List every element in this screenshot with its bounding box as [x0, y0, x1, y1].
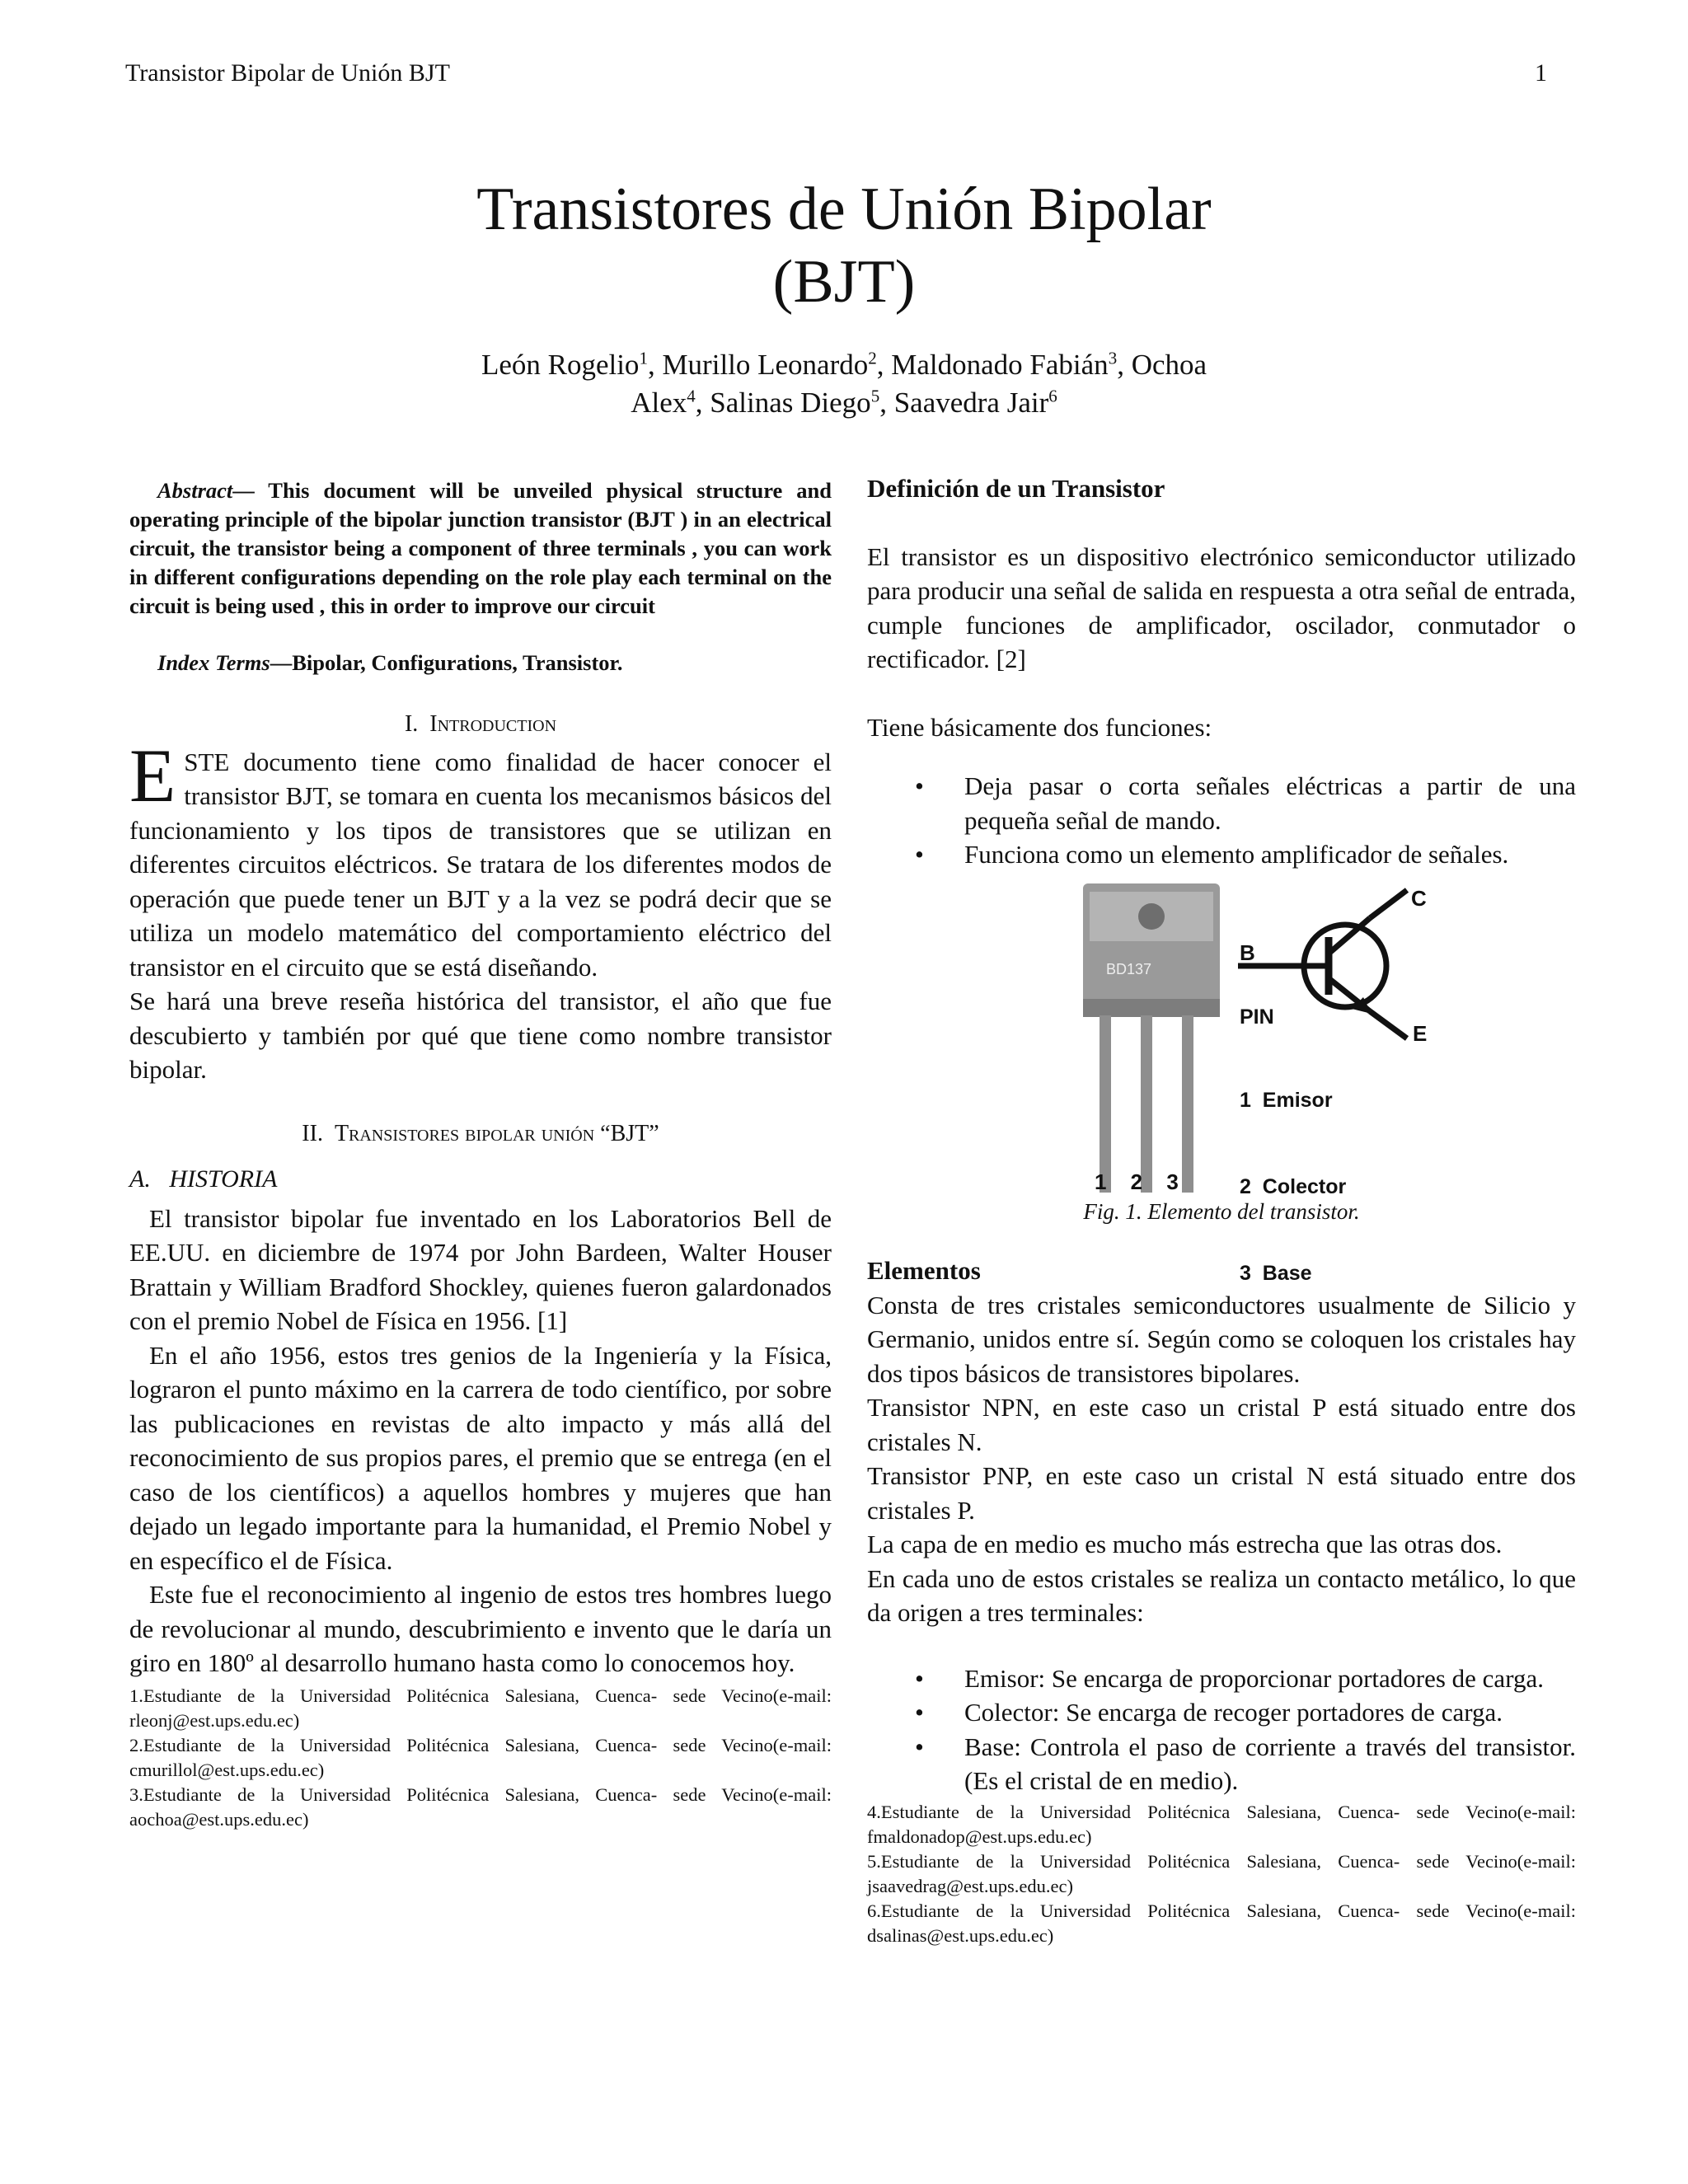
author-4-part1: , Ochoa	[1117, 349, 1207, 381]
definicion-heading: Definición de un Transistor	[867, 474, 1165, 503]
pin-row-2: 2 Colector	[1240, 1174, 1347, 1198]
package-base	[1083, 999, 1220, 1017]
pin-row-1: 1 Emisor	[1240, 1088, 1333, 1112]
index-terms	[129, 649, 832, 677]
terminales-list	[867, 1661, 1576, 1798]
author-1: León Rogelio	[481, 349, 640, 381]
pin-table	[1240, 1029, 1346, 1346]
footnote-5: 5.Estudiante de la Universidad Politécnica Salesiana, Cuenca- sede Vecino(e-mail: jsaavedrag@est.ups.edu.ec)	[867, 1850, 1576, 1896]
figure-caption: Fig. 1. Elemento del transistor.	[1083, 1198, 1360, 1224]
elementos-line-3: Transistor PNP, en este caso un cristal N está situado entre dos cristales P.	[867, 1461, 1576, 1525]
left-column	[129, 476, 832, 1832]
elementos-line-5: En cada uno de estos cristales se realiza un contacto metálico, lo que da origen a tres terminales:	[867, 1563, 1576, 1627]
footnotes-right	[867, 1800, 1576, 1948]
section-2-title-suffix: “BJT”	[594, 1120, 659, 1146]
funciones-list	[867, 769, 1576, 872]
intro-text-1: STE documento tiene como finalidad de hacer conocer el transistor BJT, se tomara en cuenta los mecanismos básicos del funcionamiento y los tipos de transistores que se utilizan en diferentes circuitos eléctricos. Se tratara de los diferentes modos de operación que puede tener un BJT y a la vez se podrá decir que se utiliza un modelo matemático del comportamiento eléctrico del transistor en el circuito que se está diseñando.	[129, 747, 832, 982]
package-hole	[1138, 903, 1165, 930]
collector-label: C	[1411, 885, 1427, 911]
historia-paragraph-1: El transistor bipolar fue inventado en los Laboratorios Bell de EE.UU. en diciembre de 1974 por John Bardeen, Walter Houser Brattain y William Bradford Shockley, quienes fueron galardonados con el premio Nobel de Física en 1956. [1]	[129, 1203, 832, 1335]
index-terms-label: Index Terms	[157, 650, 270, 675]
footnote-6: 6.Estudiante de la Universidad Politécnica Salesiana, Cuenca- sede Vecino(e-mail: dsalinas@est.ups.edu.ec)	[867, 1900, 1576, 1946]
author-2-mark: 2	[868, 348, 877, 368]
abstract-dash: —	[232, 478, 269, 503]
author-5: , Salinas Diego	[695, 387, 871, 419]
author-list	[0, 346, 1688, 422]
footnote-1: 1.Estudiante de la Universidad Politécnica Salesiana, Cuenca- sede Vecino(e-mail: rleonj@est.ups.edu.ec)	[129, 1685, 832, 1731]
section-1-number: I.	[404, 711, 419, 737]
abstract-label: Abstract	[157, 478, 233, 503]
author-4-mark: 4	[687, 386, 696, 406]
leg-3	[1182, 1015, 1193, 1193]
abstract-text: This document will be unveiled physical structure and operating principle of the bipolar junction transistor (BJT ) in an electrical circuit, the transistor being a component of three terminals , you can work in different configurations depending on the role play each terminal on the circuit is being used , this in order to improve our circuit	[129, 478, 832, 618]
footnote-4: 4.Estudiante de la Universidad Politécnica Salesiana, Cuenca- sede Vecino(e-mail: fmaldonadop@est.ups.edu.ec)	[867, 1801, 1576, 1847]
intro-paragraph-2: Se hará una breve reseña histórica del transistor, el año que fue descubierto y también por qué que tiene como nombre transistor bipolar.	[129, 987, 832, 1084]
author-2: , Murillo Leonardo	[647, 349, 869, 381]
section-1-heading	[129, 707, 832, 742]
author-3-mark: 3	[1108, 348, 1118, 368]
leg-numbers: 1 2 3	[1095, 1169, 1179, 1194]
elementos-line-1: Consta de tres cristales semiconductores usualmente de Silicio y Germanio, unidos entre sí. Según como se coloquen los cristales hay dos tipos básicos de transistores bipolares.	[867, 1290, 1576, 1388]
emitter-label: E	[1413, 1020, 1428, 1046]
author-6: , Saavedra Jair	[879, 387, 1049, 419]
right-column	[867, 471, 1576, 1948]
elementos-heading: Elementos	[867, 1256, 981, 1285]
terminal-colector: • Colector: Se encarga de recoger portadores de carga.	[964, 1695, 1576, 1730]
author-4-part2: Alex	[631, 387, 687, 419]
terminal-base: • Base: Controla el paso de corriente a través del transistor. (Es el cristal de en medio).	[964, 1730, 1576, 1798]
running-title: Transistor Bipolar de Unión BJT	[125, 59, 450, 87]
subsection-a-heading: A. HISTORIA	[129, 1165, 278, 1193]
index-terms-text: —Bipolar, Configurations, Transistor.	[270, 650, 623, 675]
title-line-1: Transistores de Unión Bipolar	[476, 176, 1212, 243]
funcion-item-2: • Funciona como un elemento amplificador de señales.	[964, 837, 1576, 872]
section-1-title: Introduction	[429, 711, 557, 737]
section-2-heading	[129, 1117, 832, 1151]
intro-paragraph-1	[129, 733, 832, 985]
drop-cap: E	[129, 733, 176, 818]
transistor-illustration	[867, 883, 1576, 1197]
footnote-3: 3.Estudiante de la Universidad Politécnica Salesiana, Cuenca- sede Vecino(e-mail: aochoa@est.ups.edu.ec)	[129, 1783, 832, 1830]
terminal-emisor: • Emisor: Se encarga de proporcionar portadores de carga.	[964, 1661, 1576, 1696]
author-5-mark: 5	[870, 386, 880, 406]
elementos-line-2: Transistor NPN, en este caso un cristal P está situado entre dos cristales N.	[867, 1393, 1576, 1456]
section-2-title: Transistores bipolar unión	[334, 1120, 595, 1146]
author-1-mark: 1	[639, 348, 648, 368]
author-6-mark: 6	[1048, 386, 1057, 406]
page-number: 1	[1535, 59, 1547, 87]
elementos-line-4: La capa de en medio es mucho más estrecha que las otras dos.	[867, 1530, 1503, 1558]
funciones-intro: Tiene básicamente dos funciones:	[867, 712, 1212, 742]
base-label: B	[1240, 940, 1255, 965]
pin-header: PIN	[1240, 1005, 1274, 1029]
package-label: BD137	[1106, 960, 1152, 977]
footnotes-left	[129, 1684, 832, 1832]
abstract	[129, 476, 832, 621]
footnote-2: 2.Estudiante de la Universidad Politécnica Salesiana, Cuenca- sede Vecino(e-mail: cmurillol@est.ups.edu.ec)	[129, 1734, 832, 1780]
paper-title	[0, 173, 1688, 318]
definicion-paragraph: El transistor es un dispositivo electrónico semiconductor utilizado para producir una señal de salida en respuesta a otra señal de entrada, cumple funciones de amplificador, oscilador, conmutador o rectificador. [2]	[867, 541, 1576, 673]
funcion-item-1: • Deja pasar o corta señales eléctricas a partir de una pequeña señal de mando.	[964, 769, 1576, 837]
historia-paragraph-2: En el año 1956, estos tres genios de la Ingeniería y la Física, lograron el punto máximo en la carrera de todo científico, por sobre las publicaciones en revistas de alto impacto y más allá del reconocimiento de sus propios pares, el premio que se entrega (en el caso de los científicos) a aquellos hombres y mujeres que han dejado un legado importante para la humanidad, el Premio Nobel y en específico el de Física.	[129, 1340, 832, 1575]
author-3: , Maldonado Fabián	[876, 349, 1109, 381]
pin-row-3: 3 Base	[1240, 1261, 1312, 1285]
section-2-number: II.	[302, 1120, 323, 1146]
historia-paragraph-3: Este fue el reconocimiento al ingenio de estos tres hombres luego de revolucionar al mundo, descubrimiento e invento que le daría un giro en 180º al desarrollo humano hasta como lo conocemos hoy.	[129, 1580, 832, 1677]
title-line-2: (BJT)	[772, 248, 916, 316]
